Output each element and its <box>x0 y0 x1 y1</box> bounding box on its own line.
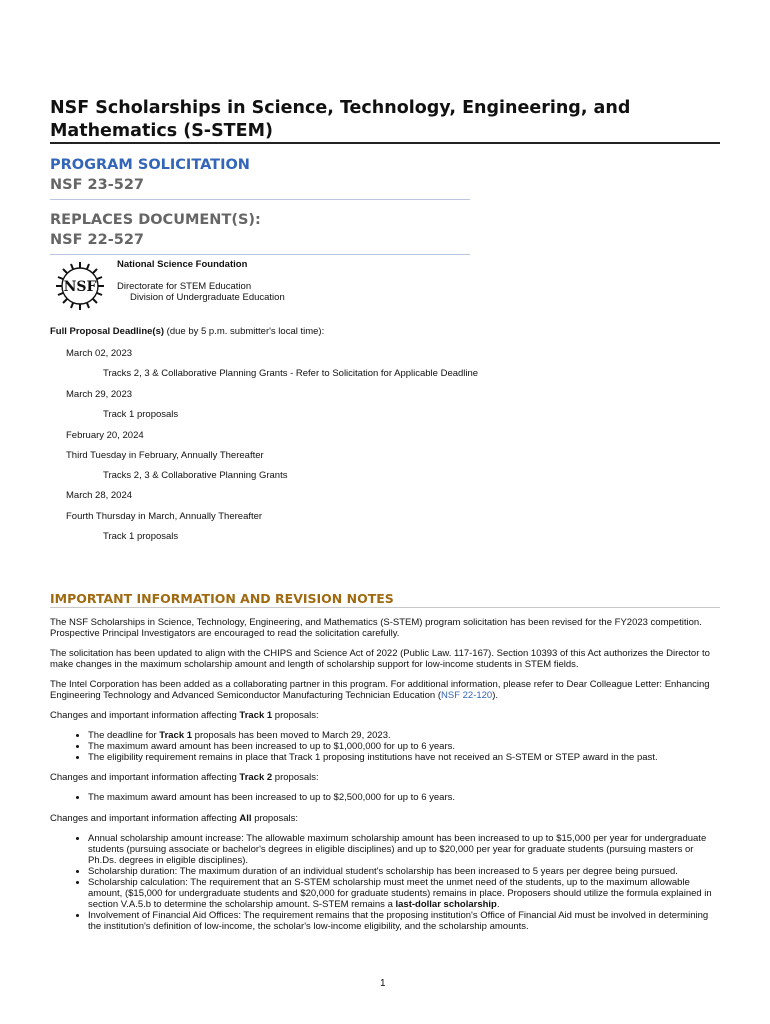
nsf-logo-text: NSF <box>63 279 97 295</box>
list-item <box>88 752 718 763</box>
item-text: . <box>496 899 500 910</box>
nsf-logo <box>52 258 108 314</box>
deadline-date: March 02, 2023 <box>66 348 133 359</box>
all-intro <box>50 813 720 824</box>
item-text: The maximum award amount has been increased to up to $1,000,000 for up to 6 years. <box>88 741 456 752</box>
item-bold: last-dollar scholarship <box>395 899 497 910</box>
important-heading: IMPORTANT INFORMATION AND REVISION NOTES <box>50 591 394 606</box>
list-item <box>88 792 718 803</box>
item-text: The eligibility requirement remains in place that Track 1 proposing institutions have not received an S-STEM or STEP award in the past. <box>88 752 658 763</box>
list-item <box>88 730 718 741</box>
deadlines-heading <box>50 326 324 338</box>
item-text: The deadline for <box>88 730 160 741</box>
page-number: 1 <box>380 978 386 989</box>
item-text: Scholarship calculation: The requirement that an S-STEM scholarship must meet the unmet need of the students, up to the maximum allowable amount, ($15,000 for undergraduate students and $20,000 for graduate students) remains in place. Proposers should utilize the formula explained in section V.A.5.b to determine the scholarship amount. S-STEM remains a <box>88 877 712 910</box>
agency-name: National Science Foundation <box>117 259 248 270</box>
intro-text: proposals: <box>272 710 319 721</box>
paragraph-text: ). <box>492 690 499 701</box>
item-text: Scholarship duration: The maximum duration of an individual student's scholarship has been increased to 5 years per degree being pursued. <box>88 866 678 877</box>
agency-division: Division of Undergraduate Education <box>130 292 285 303</box>
track1-intro <box>50 710 720 721</box>
track2-intro <box>50 772 720 783</box>
paragraph <box>50 679 720 701</box>
intro-text: proposals: <box>272 772 319 783</box>
track1-list <box>72 730 718 763</box>
intro-text: Changes and important information affecting <box>50 772 240 783</box>
intro-text: Changes and important information affecting <box>50 813 240 824</box>
item-text: Annual scholarship amount increase: The allowable maximum scholarship amount has been increased to up to $15,000 per year for undergraduate students (pursuing associate or bachelor's degrees in eligible disciplines) and up to $20,000 per year for graduate students (pursuing masters or Ph.Ds. degrees in eligible disciplines). <box>88 833 707 866</box>
deadline-date: March 28, 2024 <box>66 490 133 501</box>
dcl-link[interactable]: NSF 22-120 <box>441 690 493 701</box>
item-text: proposals has been moved to March 29, 2023. <box>192 730 391 741</box>
solicitation-divider <box>50 199 470 200</box>
intro-text: proposals: <box>251 813 299 824</box>
deadlines-heading-bold: Full Proposal Deadline(s) <box>50 326 165 337</box>
item-text: The maximum award amount has been increased to up to $2,500,000 for up to 6 years. <box>88 792 456 803</box>
replaces-number: NSF 22-527 <box>50 232 144 248</box>
item-text: Involvement of Financial Aid Offices: The requirement remains that the proposing institution's Office of Financial Aid must be involved in determining the institution's definition of low-income, the scholar's low-income eligibility, and the scholarship amounts. <box>88 910 709 932</box>
list-item <box>88 741 718 752</box>
important-divider <box>50 607 720 608</box>
deadline-date: February 20, 2024 <box>66 430 144 441</box>
document-title: NSF Scholarships in Science, Technology, Engineering, and Mathematics (S-STEM) <box>50 98 631 141</box>
deadline-note: Third Tuesday in February, Annually Thereafter <box>66 450 264 461</box>
deadline-note: Fourth Thursday in March, Annually Thereafter <box>66 511 263 522</box>
intro-bold: All <box>239 813 252 824</box>
paragraph: The NSF Scholarships in Science, Technology, Engineering, and Mathematics (S-STEM) program solicitation has been revised for the FY2023 competition. Prospective Principal Investigators are encouraged to read the solicitation carefully. <box>50 617 702 639</box>
deadline-detail: Track 1 proposals <box>103 409 179 420</box>
intro-bold: Track 1 <box>239 710 273 721</box>
all-list <box>72 833 718 932</box>
track2-list <box>72 792 718 803</box>
title-divider <box>50 142 720 144</box>
solicitation-number: NSF 23-527 <box>50 177 144 193</box>
intro-bold: Track 2 <box>239 772 273 783</box>
intro-text: Changes and important information affecting <box>50 710 240 721</box>
paragraph-text: The Intel Corporation has been added as a collaborating partner in this program. For additional information, please refer to Dear Colleague Letter: Enhancing Engineering Technology and Advanced Semiconductor Manufacturing Technician Education ( <box>50 679 710 701</box>
deadline-detail: Tracks 2, 3 & Collaborative Planning Grants <box>103 470 288 481</box>
item-bold: Track 1 <box>159 730 193 741</box>
list-item <box>88 877 718 910</box>
paragraph: The solicitation has been updated to align with the CHIPS and Science Act of 2022 (Public Law. 117-167). Section 10393 of this Act authorizes the Director to make changes in the maximum scholarship amount and length of scholarship support for low-income students in STEM fields. <box>50 648 710 670</box>
replaces-label: REPLACES DOCUMENT(S): <box>50 212 261 228</box>
deadline-detail: Tracks 2, 3 & Collaborative Planning Grants - Refer to Solicitation for Applicable Deadline <box>103 368 479 379</box>
deadline-date: March 29, 2023 <box>66 389 133 400</box>
list-item <box>88 866 718 877</box>
list-item <box>88 910 718 932</box>
deadline-detail: Track 1 proposals <box>103 531 179 542</box>
solicitation-label: PROGRAM SOLICITATION <box>50 157 250 173</box>
replaces-divider <box>50 254 470 255</box>
agency-directorate: Directorate for STEM Education <box>117 281 252 292</box>
list-item <box>88 833 718 866</box>
deadlines-heading-rest: (due by 5 p.m. submitter's local time): <box>166 326 325 337</box>
